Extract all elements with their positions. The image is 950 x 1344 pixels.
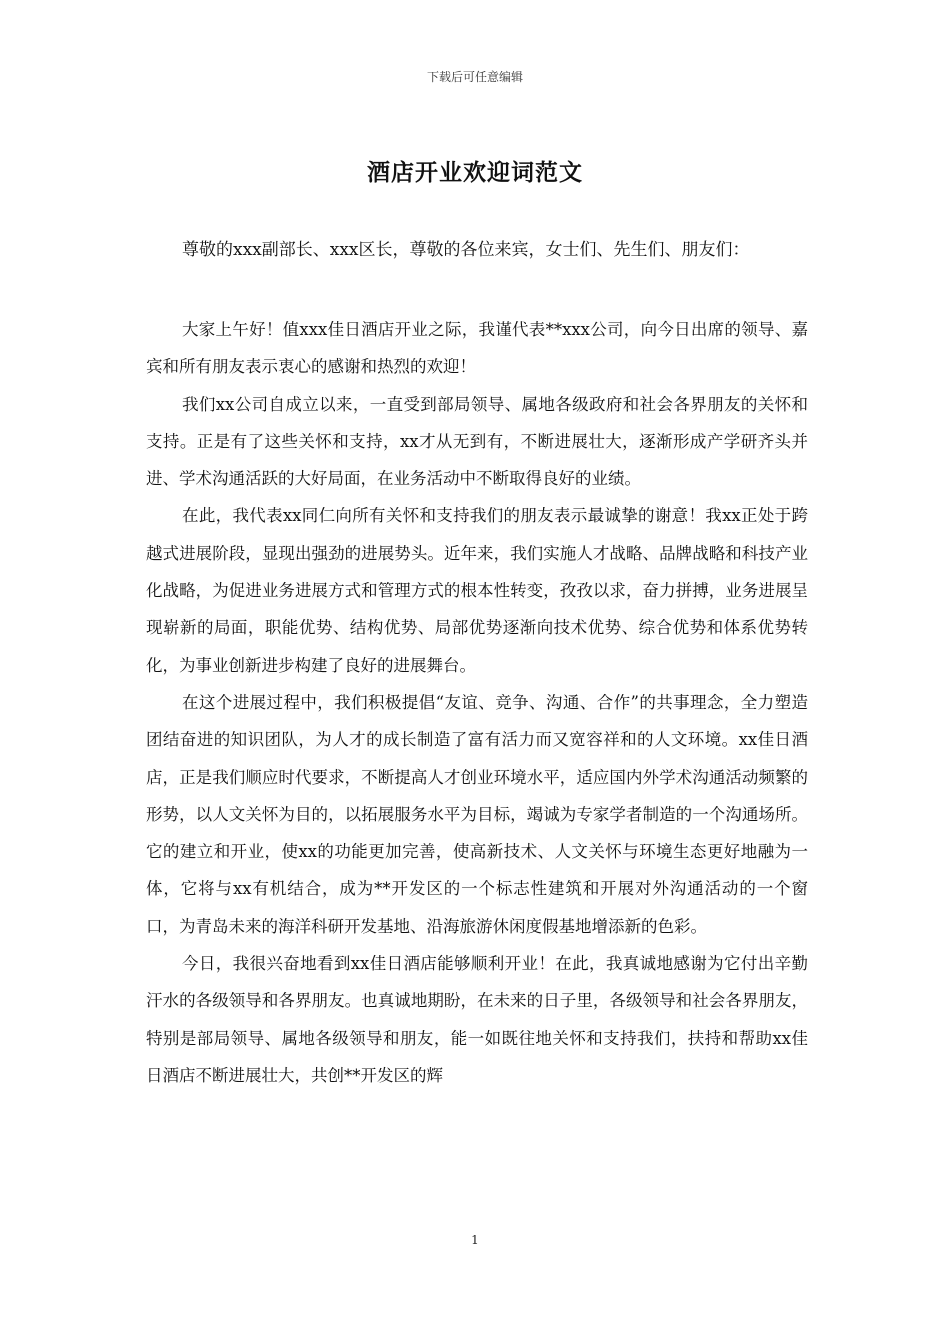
document-body bbox=[146, 311, 808, 1094]
greeting-line: 尊敬的xxx副部长、xxx区长，尊敬的各位来宾，女士们、先生们、朋友们： bbox=[182, 240, 750, 260]
paragraph-1: 大家上午好！值xxx佳日酒店开业之际，我谨代表**xxx公司，向今日出席的领导、嘉宾和所有朋友表示衷心的感谢和热烈的欢迎！ bbox=[146, 320, 808, 377]
paragraph-5: 今日，我很兴奋地看到xx佳日酒店能够顺利开业！在此，我真诚地感谢为它付出辛勤汗水的各级领导和各界朋友。也真诚地期盼，在未来的日子里，各级领导和社会各界朋友，特别是部局领导、属地各级领导和朋友，能一如既往地关怀和支持我们，扶持和帮助xx佳日酒店不断进展壮大，共创**开发区的辉 bbox=[146, 954, 808, 1085]
document-title: 酒店开业欢迎词范文 bbox=[367, 159, 583, 186]
paragraph-2: 我们xx公司自成立以来，一直受到部局领导、属地各级政府和社会各界朋友的关怀和支持。正是有了这些关怀和支持，xx才从无到有，不断进展壮大，逐渐形成产学研齐头并进、学术沟通活跃的大好局面，在业务活动中不断取得良好的业绩。 bbox=[146, 394, 808, 489]
page-number: 1 bbox=[471, 1233, 479, 1247]
paragraph-4: 在这个进展过程中，我们积极提倡“友谊、竞争、沟通、合作”的共事理念，全力塑造团结奋进的知识团队，为人才的成长制造了富有活力而又宽容祥和的人文环境。xx佳日酒店，正是我们顺应时代要求，不断提高人才创业环境水平，适应国内外学术沟通活动频繁的形势，以人文关怀为目的，以拓展服务水平为目标，竭诚为专家学者制造的一个沟通场所。它的建立和开业，使xx的功能更加完善，使高新技术、人文关怀与环境生态更好地融为一体，它将与xx有机结合，成为**开发区的一个标志性建筑和开展对外沟通活动的一个窗口，为青岛未来的海洋科研开发基地、沿海旅游休闲度假基地增添新的色彩。 bbox=[146, 692, 808, 936]
page-header-note: 下载后可任意编辑 bbox=[426, 70, 523, 84]
paragraph-3: 在此，我代表xx同仁向所有关怀和支持我们的朋友表示最诚挚的谢意！我xx正处于跨越式进展阶段，显现出强劲的进展势头。近年来，我们实施人才战略、品牌战略和科技产业化战略，为促进业务进展方式和管理方式的根本性转变，孜孜以求，奋力拼搏，业务进展呈现崭新的局面，职能优势、结构优势、局部优势逐渐向技术优势、综合优势和体系优势转化，为事业创新进步构建了良好的进展舞台。 bbox=[146, 506, 808, 675]
